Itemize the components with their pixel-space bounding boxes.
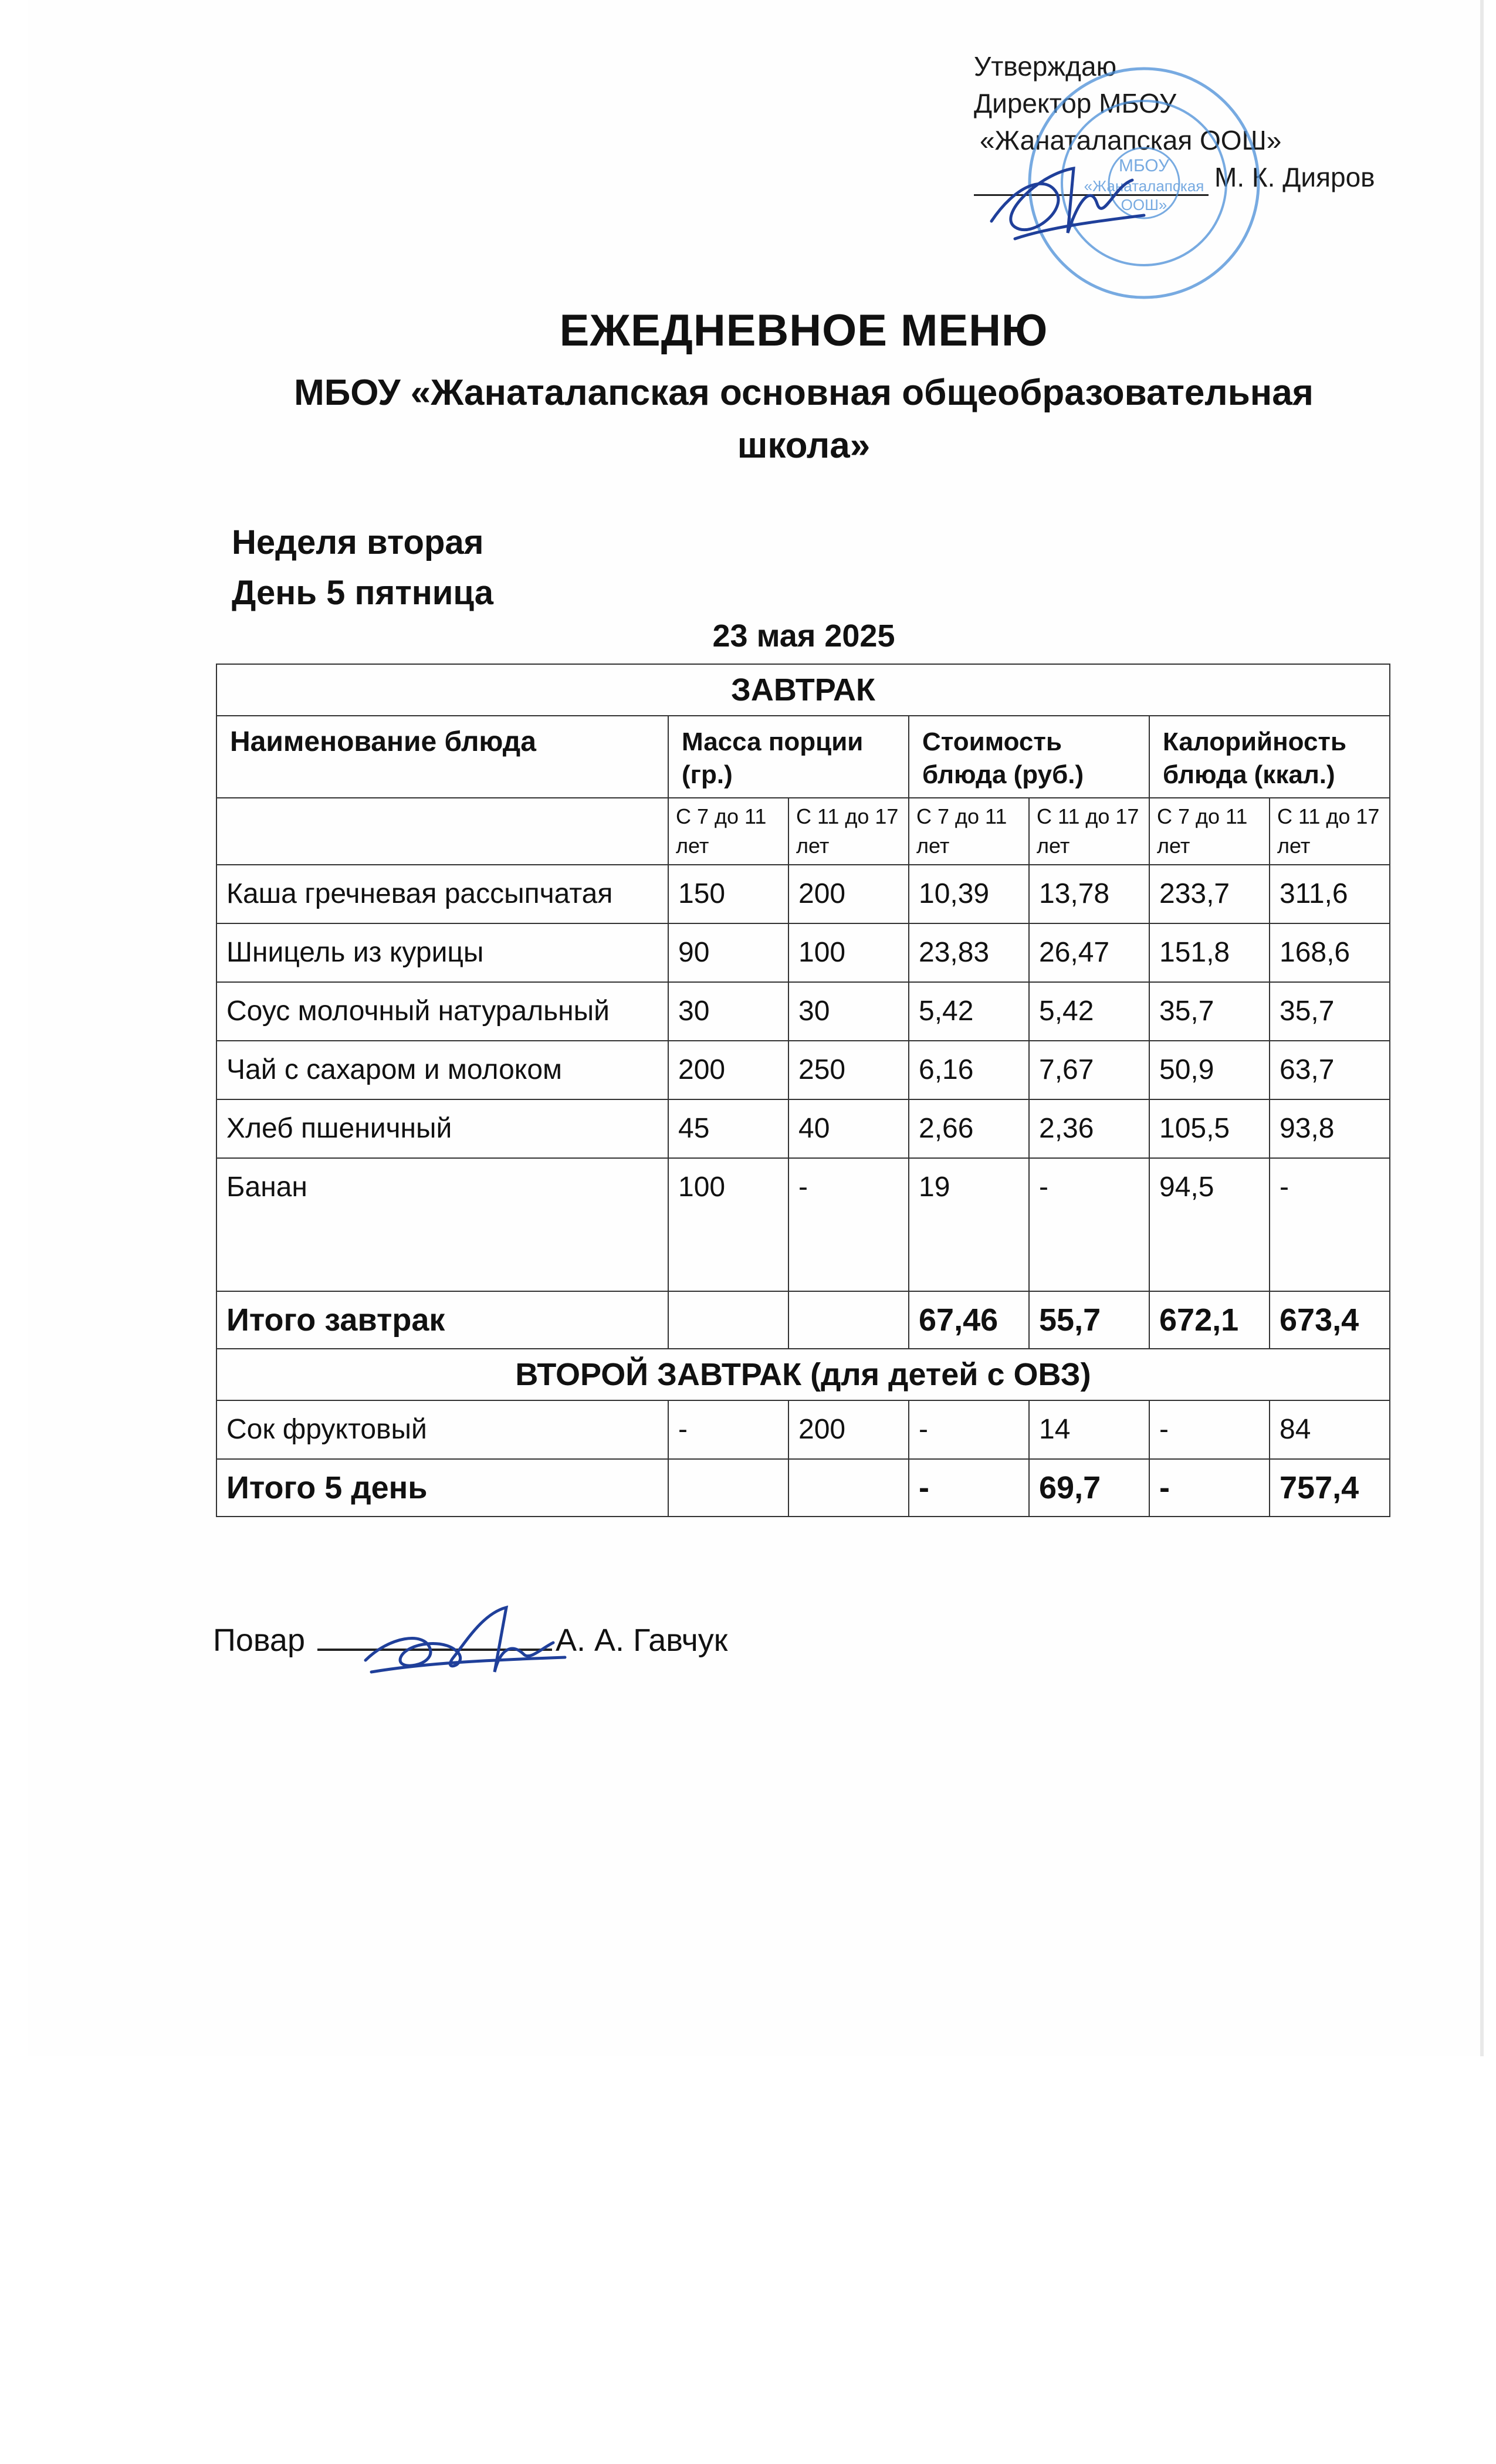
table-cell: 168,6	[1270, 923, 1390, 982]
total-label: Итого завтрак	[216, 1291, 668, 1349]
school-name-line1: МБОУ «Жанаталапская основная общеобразовательная	[294, 373, 1314, 413]
subheader-age-11-17: С 11 до 17 лет	[1029, 798, 1149, 865]
cook-name: А. А. Гавчук	[556, 1623, 728, 1658]
breakfast-section-title: ЗАВТРАК	[216, 664, 1390, 716]
table-cell: 5,42	[909, 982, 1029, 1041]
table-cell: 150	[668, 865, 788, 923]
dish-name: Соус молочный натуральный	[216, 982, 668, 1041]
table-cell: 35,7	[1270, 982, 1390, 1041]
table-cell: 23,83	[909, 923, 1029, 982]
column-header-mass: Масса порции (гр.)	[668, 716, 909, 798]
dish-name: Чай с сахаром и молоком	[216, 1041, 668, 1099]
column-header-name: Наименование блюда	[216, 716, 668, 798]
table-row	[216, 865, 1390, 923]
table-cell: -	[1149, 1459, 1270, 1517]
table-cell: 250	[788, 1041, 909, 1099]
column-header-calories: Калорийность блюда (ккал.)	[1149, 716, 1390, 798]
dish-name: Сок фруктовый	[216, 1400, 668, 1459]
table-cell: 30	[668, 982, 788, 1041]
table-cell: 40	[788, 1099, 909, 1158]
table-cell: 200	[788, 865, 909, 923]
table-cell: -	[909, 1459, 1029, 1517]
table-cell: 200	[788, 1400, 909, 1459]
table-cell: 151,8	[1149, 923, 1270, 982]
table-cell: 35,7	[1149, 982, 1270, 1041]
table-cell: 14	[1029, 1400, 1149, 1459]
table-cell: 67,46	[909, 1291, 1029, 1349]
approval-block	[974, 48, 1375, 214]
table-row	[216, 982, 1390, 1041]
total-label: Итого 5 день	[216, 1459, 668, 1517]
table-cell: 100	[668, 1158, 788, 1291]
subheader-age-7-11: С 7 до 11 лет	[909, 798, 1029, 865]
table-cell: 19	[909, 1158, 1029, 1291]
table-cell: 200	[668, 1041, 788, 1099]
day-label: День 5 пятница	[232, 574, 494, 612]
table-cell: 26,47	[1029, 923, 1149, 982]
cook-label: Повар	[213, 1623, 305, 1658]
table-cell: -	[668, 1400, 788, 1459]
table-row	[216, 1099, 1390, 1158]
table-cell: 94,5	[1149, 1158, 1270, 1291]
svg-text:«Жанаталапская: «Жанаталапская	[1084, 177, 1204, 195]
table-cell: -	[909, 1400, 1029, 1459]
table-cell: 757,4	[1270, 1459, 1390, 1517]
table-cell: 5,42	[1029, 982, 1149, 1041]
table-cell: 13,78	[1029, 865, 1149, 923]
school-name-line2: школа»	[737, 425, 871, 466]
table-cell	[668, 1459, 788, 1517]
day-total-row	[216, 1459, 1390, 1517]
menu-table	[216, 664, 1390, 1517]
table-cell: 105,5	[1149, 1099, 1270, 1158]
subheader-age-11-17: С 11 до 17 лет	[788, 798, 909, 865]
approval-position: Директор МБОУ	[974, 88, 1177, 119]
director-name: М. К. Дияров	[1214, 162, 1375, 192]
school-name	[0, 367, 1496, 472]
table-row	[216, 923, 1390, 982]
table-cell: 84	[1270, 1400, 1390, 1459]
approval-label: Утверждаю	[974, 51, 1117, 82]
table-row	[216, 1041, 1390, 1099]
table-cell	[668, 1291, 788, 1349]
subheader-age-7-11: С 7 до 11 лет	[668, 798, 788, 865]
table-cell: 2,36	[1029, 1099, 1149, 1158]
table-cell: 55,7	[1029, 1291, 1149, 1349]
table-cell: 10,39	[909, 865, 1029, 923]
dish-name: Шницель из курицы	[216, 923, 668, 982]
table-cell: 90	[668, 923, 788, 982]
table-cell: 233,7	[1149, 865, 1270, 923]
table-cell: 45	[668, 1099, 788, 1158]
document-title: ЕЖЕДНЕВНОЕ МЕНЮ	[559, 306, 1048, 356]
cook-signature-block	[213, 1619, 727, 1659]
subheader-age-11-17: С 11 до 17 лет	[1270, 798, 1390, 865]
table-cell: -	[1270, 1158, 1390, 1291]
dish-name: Банан	[216, 1158, 668, 1291]
table-cell: 69,7	[1029, 1459, 1149, 1517]
table-cell: 673,4	[1270, 1291, 1390, 1349]
table-cell: 2,66	[909, 1099, 1029, 1158]
table-cell	[788, 1459, 909, 1517]
menu-date: 23 мая 2025	[712, 618, 895, 654]
table-cell: 672,1	[1149, 1291, 1270, 1349]
approval-school: «Жанаталапская ООШ»	[980, 125, 1282, 155]
week-info	[232, 517, 493, 618]
svg-text:МБОУ: МБОУ	[1118, 156, 1170, 175]
table-cell: 63,7	[1270, 1041, 1390, 1099]
table-cell: -	[1149, 1400, 1270, 1459]
table-cell: 93,8	[1270, 1099, 1390, 1158]
breakfast-total-row	[216, 1291, 1390, 1349]
table-cell: -	[1029, 1158, 1149, 1291]
subheader-empty	[216, 798, 668, 865]
week-label: Неделя вторая	[232, 523, 484, 561]
column-header-cost: Стоимость блюда (руб.)	[909, 716, 1149, 798]
table-row	[216, 1158, 1390, 1291]
table-cell: 30	[788, 982, 909, 1041]
second-breakfast-section-title: ВТОРОЙ ЗАВТРАК (для детей с ОВЗ)	[216, 1349, 1390, 1400]
table-cell	[788, 1291, 909, 1349]
table-cell: 7,67	[1029, 1041, 1149, 1099]
table-cell: 50,9	[1149, 1041, 1270, 1099]
table-cell: -	[788, 1158, 909, 1291]
dish-name: Каша гречневая рассыпчатая	[216, 865, 668, 923]
dish-name: Хлеб пшеничный	[216, 1099, 668, 1158]
svg-text:ООШ»: ООШ»	[1121, 196, 1167, 214]
cook-signature	[354, 1602, 577, 1695]
subheader-age-7-11: С 7 до 11 лет	[1149, 798, 1270, 865]
table-cell: 6,16	[909, 1041, 1029, 1099]
table-row	[216, 1400, 1390, 1459]
table-cell: 311,6	[1270, 865, 1390, 923]
table-cell: 100	[788, 923, 909, 982]
director-signature	[980, 151, 1156, 256]
